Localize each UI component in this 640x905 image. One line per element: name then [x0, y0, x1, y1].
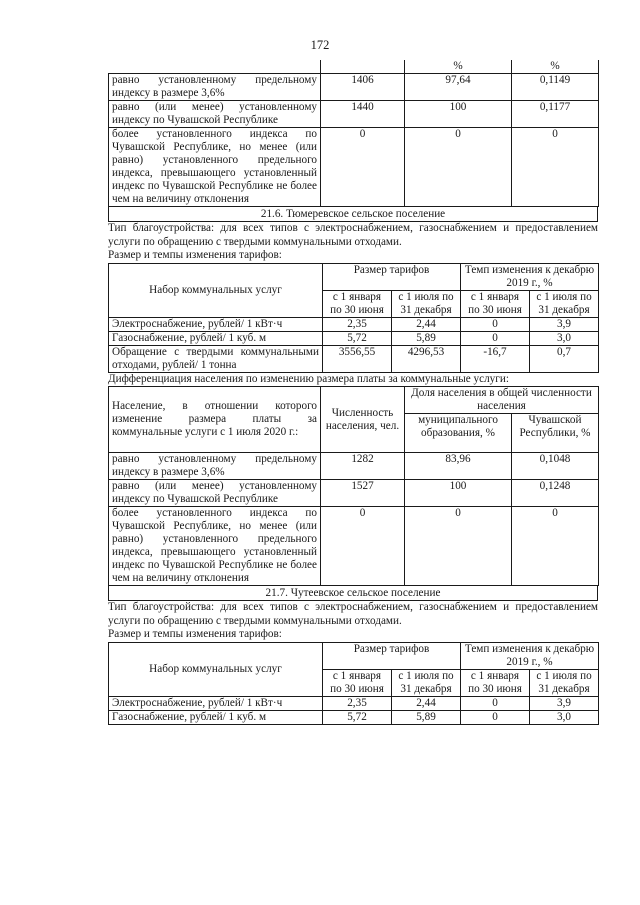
value-cell: 3,9	[530, 696, 599, 710]
population-table	[108, 386, 599, 586]
cell-mun: 0	[405, 128, 512, 207]
table-row	[109, 507, 599, 586]
table-row	[109, 128, 599, 207]
value-cell: 3,0	[530, 331, 599, 345]
cell-mun: 0	[405, 507, 512, 586]
service-name: Электроснабжение, рублей/ 1 кВт·ч	[109, 696, 323, 710]
value-cell: 3,0	[530, 710, 599, 724]
cell-mun: 97,64	[405, 74, 512, 101]
period-header: с 1 июля по 31 декабря	[392, 669, 461, 696]
cell-rep: 0,1048	[512, 453, 599, 480]
share-header: Доля населения в общей численности населения	[405, 387, 599, 414]
table-row	[109, 74, 599, 101]
value-cell: 4296,53	[392, 345, 461, 372]
period-header: с 1 июля по 31 декабря	[530, 669, 599, 696]
cell-rep: 0,1248	[512, 480, 599, 507]
row-label: равно (или менее) установленному индексу по Чувашской Республике	[109, 480, 321, 507]
amenity-type-text: Тип благоустройства: для всех типов с электроснабжением, газоснабжением и предоставлением услуги по обращению с твердыми коммунальными отходами.	[108, 601, 598, 627]
row-label: равно (или менее) установленному индексу по Чувашской Республике	[109, 101, 321, 128]
population-header: Население, в отношении которого изменение размера платы за коммунальные услуги с 1 июля 2020 г.:	[109, 387, 321, 453]
page-number: 172	[310, 38, 330, 52]
population-table-continued	[108, 60, 599, 207]
value-cell: 5,89	[392, 331, 461, 345]
tariffs-heading: Размер и темпы изменения тарифов:	[108, 628, 282, 640]
republic-header: Чувашской Республики, %	[512, 414, 599, 453]
cell-rep: 0,1177	[512, 101, 599, 128]
table-row	[109, 60, 599, 74]
tariff-table	[108, 642, 599, 725]
tariff-table	[108, 263, 599, 373]
table-row	[109, 696, 599, 710]
value-cell: 0	[461, 317, 530, 331]
table-header-row	[109, 642, 599, 669]
table-row	[109, 453, 599, 480]
table-row	[109, 101, 599, 128]
cell-mun: 83,96	[405, 453, 512, 480]
value-cell: 0,7	[530, 345, 599, 372]
service-name: Газоснабжение, рублей/ 1 куб. м	[109, 710, 323, 724]
value-cell: 2,35	[323, 317, 392, 331]
row-label: равно установленному предельному индексу в размере 3,6%	[109, 74, 321, 101]
value-cell: 2,35	[323, 696, 392, 710]
section-title: 21.6. Тюмеревское сельское поселение	[108, 207, 598, 222]
cell-count: 1282	[321, 453, 405, 480]
tariff-rate-header: Темп изменения к декабрю 2019 г., %	[461, 263, 599, 290]
row-label: равно установленному предельному индексу в размере 3,6%	[109, 453, 321, 480]
percent-label: %	[405, 60, 512, 74]
table-row	[109, 317, 599, 331]
cell-rep: 0	[512, 507, 599, 586]
value-cell: 2,44	[392, 317, 461, 331]
cell-count: 1406	[321, 74, 405, 101]
period-header: с 1 июля по 31 декабря	[392, 290, 461, 317]
cell-mun: 100	[405, 480, 512, 507]
cell-count: 0	[321, 128, 405, 207]
cell-count: 1440	[321, 101, 405, 128]
table-header-row	[109, 263, 599, 290]
period-header: с 1 января по 30 июня	[323, 669, 392, 696]
cell-rep: 0,1149	[512, 74, 599, 101]
period-header: с 1 июля по 31 декабря	[530, 290, 599, 317]
municipal-header: муниципального образования, %	[405, 414, 512, 453]
percent-label: %	[512, 60, 599, 74]
table-row	[109, 345, 599, 372]
value-cell: 0	[461, 696, 530, 710]
count-header: Численность населения, чел.	[321, 387, 405, 453]
tariff-size-header: Размер тарифов	[323, 263, 461, 290]
section-title: 21.7. Чутеевское сельское поселение	[108, 586, 598, 601]
period-header: с 1 января по 30 июня	[323, 290, 392, 317]
tariff-size-header: Размер тарифов	[323, 642, 461, 669]
value-cell: 2,44	[392, 696, 461, 710]
cell-mun: 100	[405, 101, 512, 128]
service-name: Обращение с твердыми коммунальными отходами, рублей/ 1 тонна	[109, 345, 323, 372]
differentiation-heading: Дифференциация населения по изменению размера платы за коммунальные услуги:	[108, 372, 509, 385]
period-header: с 1 января по 30 июня	[461, 669, 530, 696]
table-header-row	[109, 387, 599, 414]
value-cell: 3,9	[530, 317, 599, 331]
value-cell: 5,89	[392, 710, 461, 724]
table-row	[109, 331, 599, 345]
amenity-type-text: Тип благоустройства: для всех типов с электроснабжением, газоснабжением и предоставлением услуги по обращению с твердыми коммунальными отходами.	[108, 222, 598, 248]
row-label: более установленного индекса по Чувашской Республике, но менее (или равно) установленного предельного индекса, превышающего установленный индекс по Чувашской Республике не более чем на величину отклонения	[109, 507, 321, 586]
value-cell: -16,7	[461, 345, 530, 372]
document-body	[108, 60, 598, 725]
service-name: Газоснабжение, рублей/ 1 куб. м	[109, 331, 323, 345]
table-row	[109, 710, 599, 724]
row-label: более установленного индекса по Чувашской Республике, но менее (или равно) установленного предельного индекса, превышающего установленный индекс по Чувашской Республике не более чем на величину отклонения	[109, 128, 321, 207]
cell-rep: 0	[512, 128, 599, 207]
period-header: с 1 января по 30 июня	[461, 290, 530, 317]
tariff-rate-header: Темп изменения к декабрю 2019 г., %	[461, 642, 599, 669]
table-row	[109, 480, 599, 507]
cell-count: 0	[321, 507, 405, 586]
services-header: Набор коммунальных услуг	[109, 263, 323, 317]
value-cell: 3556,55	[323, 345, 392, 372]
tariffs-heading: Размер и темпы изменения тарифов:	[108, 249, 282, 261]
value-cell: 5,72	[323, 710, 392, 724]
services-header: Набор коммунальных услуг	[109, 642, 323, 696]
service-name: Электроснабжение, рублей/ 1 кВт·ч	[109, 317, 323, 331]
value-cell: 0	[461, 710, 530, 724]
cell-count: 1527	[321, 480, 405, 507]
value-cell: 0	[461, 331, 530, 345]
value-cell: 5,72	[323, 331, 392, 345]
